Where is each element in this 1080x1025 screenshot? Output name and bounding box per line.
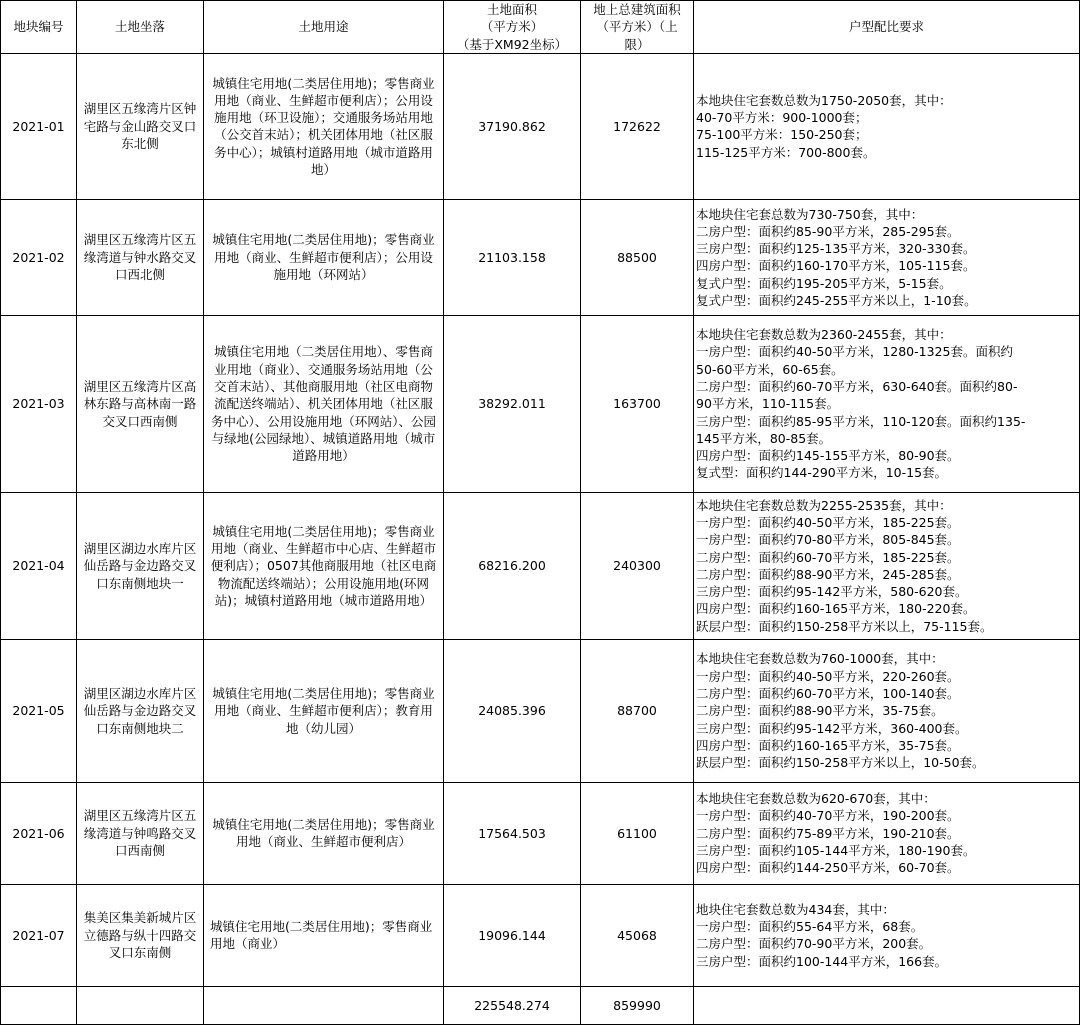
requirement-line: 40-70平方米：900-1000套； [696, 110, 868, 126]
table-row [1, 53, 1080, 199]
unit-mix-requirement [694, 199, 1080, 315]
totals-blank-cell [1, 986, 77, 1024]
requirement-line: 三房户型：面积约100-144平方米，166套。 [696, 953, 948, 969]
header-land-area-line2: （平方米） [480, 19, 544, 35]
parcel-land-use: 城镇住宅用地(二类居住用地)；零售商业用地（商业、生鲜超市便利店）；公用设施用地（环卫设施）；交通服务场站用地（公交首末站）；机关团体用地（社区服务中心）；城镇村道路用地（城市道路用地） [204, 53, 444, 199]
requirement-line: 四房户型：面积约145-155平方米，80-90套。 [696, 448, 960, 464]
table-row [1, 782, 1080, 884]
header-unit-mix: 户型配比要求 [694, 1, 1080, 54]
requirement-line: 跃层户型：面积约150-258平方米以上，10-50套。 [696, 755, 985, 771]
header-location: 土地坐落 [77, 1, 204, 54]
totals-blank-cell [204, 986, 444, 1024]
requirement-line: 三房户型：面积约95-142平方米，580-620套。 [696, 584, 968, 600]
header-land-area-line3: （基于XM92坐标） [456, 36, 568, 52]
parcel-gfa: 88700 [581, 639, 694, 782]
requirement-line: 本地块住宅套数总数为760-1000套，其中： [696, 651, 944, 667]
total-land-area: 225548.274 [444, 986, 581, 1024]
parcel-area: 19096.144 [444, 884, 581, 986]
requirement-line: 90平方米，110-115套。 [696, 396, 840, 412]
requirement-line: 复式型：面积约144-290平方米，10-15套。 [696, 465, 948, 481]
requirement-line: 一房户型：面积约40-50平方米，1280-1325套。面积约 [696, 344, 1013, 360]
requirement-line: 本地块住宅套数总数为2255-2535套，其中： [696, 497, 952, 513]
parcel-location: 湖里区五缘湾片区五缘湾道与钟鸣路交叉口西南侧 [77, 782, 204, 884]
parcel-location: 湖里区湖边水库片区仙岳路与金边路交叉口东南侧地块二 [77, 639, 204, 782]
parcel-area: 38292.011 [444, 315, 581, 492]
header-land-area-line1: 土地面积 [486, 2, 537, 17]
requirement-line: 三房户型：面积约85-95平方米，110-120套。面积约135- [696, 413, 1026, 429]
parcel-location: 湖里区湖边水库片区仙岳路与金边路交叉口东南侧地块一 [77, 492, 204, 639]
parcel-gfa: 240300 [581, 492, 694, 639]
requirement-line: 三房户型：面积约105-144平方米，180-190套。 [696, 843, 976, 859]
header-gfa-line2: （平方米）（上 [596, 19, 678, 35]
parcel-land-use: 城镇住宅用地(二类居住用地)；零售商业用地（商业、生鲜超市中心店、生鲜超市便利店）；0507其他商服用地（社区电商物流配送终端站）；公用设施用地(环网站)；城镇村道路用地（城市道路用地） [204, 492, 444, 639]
header-parcel-id: 地块编号 [1, 1, 77, 54]
requirement-line: 一房户型：面积约55-64平方米，68套。 [696, 919, 924, 935]
parcel-gfa: 45068 [581, 884, 694, 986]
requirement-line: 二房户型：面积约88-90平方米，35-75套。 [696, 703, 944, 719]
requirement-line: 本地块住宅套数总数为620-670套，其中： [696, 791, 936, 807]
requirement-line: 三房户型：面积约95-142平方米，360-400套。 [696, 720, 968, 736]
parcel-location: 集美区集美新城片区立德路与纵十四路交叉口东南侧 [77, 884, 204, 986]
parcel-land-use: 城镇住宅用地（二类居住用地）、零售商业用地（商业）、交通服务场站用地（公交首末站）、其他商服用地（社区电商物流配送终端站）、机关团体用地（社区服务中心）、公用设施用地（环网站）、公园与绿地(公园绿地）、城镇道路用地（城市道路用地） [204, 315, 444, 492]
parcel-area: 17564.503 [444, 782, 581, 884]
parcel-gfa: 88500 [581, 199, 694, 315]
parcel-id: 2021-05 [1, 639, 77, 782]
requirement-line: 50-60平方米，60-65套。 [696, 361, 844, 377]
requirement-line: 四房户型：面积约160-165平方米，180-220套。 [696, 601, 976, 617]
requirement-line: 二房户型：面积约60-70平方米，185-225套。 [696, 549, 960, 565]
unit-mix-requirement [694, 492, 1080, 639]
requirement-line: 二房户型：面积约60-70平方米，100-140套。 [696, 685, 960, 701]
requirement-line: 一房户型：面积约70-80平方米，805-845套。 [696, 532, 960, 548]
parcel-id: 2021-06 [1, 782, 77, 884]
parcel-id: 2021-03 [1, 315, 77, 492]
requirement-line: 四房户型：面积约144-250平方米，60-70套。 [696, 860, 960, 876]
requirement-line: 二房户型：面积约60-70平方米，630-640套。面积约80- [696, 378, 1018, 394]
requirement-line: 四房户型：面积约160-170平方米，105-115套。 [696, 258, 976, 274]
requirement-line: 二房户型：面积约70-90平方米，200套。 [696, 936, 932, 952]
requirement-line: 本地块住宅套总数为730-750套，其中： [696, 206, 924, 222]
table-row [1, 199, 1080, 315]
parcel-location: 湖里区五缘湾片区钟宅路与金山路交叉口东北侧 [77, 53, 204, 199]
requirement-line: 本地块住宅套数总数为2360-2455套，其中： [696, 327, 952, 343]
parcel-gfa: 172622 [581, 53, 694, 199]
header-row [1, 1, 1080, 54]
requirement-line: 75-100平方米：150-250套； [696, 127, 868, 143]
header-gfa [581, 1, 694, 54]
header-land-use: 土地用途 [204, 1, 444, 54]
parcel-land-use: 城镇住宅用地(二类居住用地)；零售商业用地（商业、生鲜超市便利店）；教育用地（幼儿园） [204, 639, 444, 782]
unit-mix-requirement [694, 53, 1080, 199]
table-row [1, 315, 1080, 492]
parcel-location: 湖里区五缘湾片区五缘湾道与钟水路交叉口西北侧 [77, 199, 204, 315]
totals-blank-cell [694, 986, 1080, 1024]
parcel-location: 湖里区五缘湾片区高林东路与高林南一路交叉口西南侧 [77, 315, 204, 492]
parcel-area: 37190.862 [444, 53, 581, 199]
requirement-line: 145平方米，80-85套。 [696, 430, 832, 446]
requirement-line: 一房户型：面积约40-50平方米，185-225套。 [696, 515, 960, 530]
parcel-id: 2021-07 [1, 884, 77, 986]
requirement-line: 复式户型：面积约195-205平方米，5-15套。 [696, 275, 952, 291]
requirement-line: 跃层户型：面积约150-258平方米以上，75-115套。 [696, 618, 993, 634]
requirement-line: 二房户型：面积约85-90平方米，285-295套。 [696, 223, 960, 239]
unit-mix-requirement [694, 884, 1080, 986]
total-gfa: 859990 [581, 986, 694, 1024]
requirement-line: 二房户型：面积约88-90平方米，245-285套。 [696, 566, 960, 582]
parcel-area: 24085.396 [444, 639, 581, 782]
parcel-id: 2021-01 [1, 53, 77, 199]
header-land-area [444, 1, 581, 54]
parcel-gfa: 163700 [581, 315, 694, 492]
requirement-line: 一房户型：面积约40-70平方米，190-200套。 [696, 808, 960, 824]
unit-mix-requirement [694, 639, 1080, 782]
header-gfa-line1: 地上总建筑面积 [593, 2, 681, 17]
table-row [1, 492, 1080, 639]
requirement-line: 四房户型：面积约160-165平方米，35-75套。 [696, 737, 960, 753]
parcel-land-use: 城镇住宅用地(二类居住用地)；零售商业用地（商业） [204, 884, 444, 986]
requirement-line: 三房户型：面积约125-135平方米，320-330套。 [696, 241, 976, 257]
requirement-line: 二房户型：面积约75-89平方米，190-210套。 [696, 825, 960, 841]
totals-row [1, 986, 1080, 1024]
requirement-line: 本地块住宅套数总数为1750-2050套，其中： [696, 92, 952, 108]
table-row [1, 639, 1080, 782]
parcel-area: 21103.158 [444, 199, 581, 315]
parcel-land-use: 城镇住宅用地(二类居住用地)；零售商业用地（商业、生鲜超市便利店）；公用设施用地（环网站） [204, 199, 444, 315]
requirement-line: 115-125平方米：700-800套。 [696, 144, 876, 160]
unit-mix-requirement [694, 315, 1080, 492]
parcel-gfa: 61100 [581, 782, 694, 884]
requirement-line: 一房户型：面积约40-50平方米，220-260套。 [696, 668, 960, 684]
requirement-line: 地块住宅套数总数为434套，其中： [696, 901, 895, 917]
unit-mix-requirement [694, 782, 1080, 884]
parcel-area: 68216.200 [444, 492, 581, 639]
parcel-id: 2021-04 [1, 492, 77, 639]
header-gfa-line3: 限） [624, 36, 650, 52]
parcel-land-use: 城镇住宅用地(二类居住用地)；零售商业用地（商业、生鲜超市便利店） [204, 782, 444, 884]
totals-blank-cell [77, 986, 204, 1024]
parcel-id: 2021-02 [1, 199, 77, 315]
table-row [1, 884, 1080, 986]
requirement-line: 复式户型：面积约245-255平方米以上，1-10套。 [696, 292, 977, 308]
